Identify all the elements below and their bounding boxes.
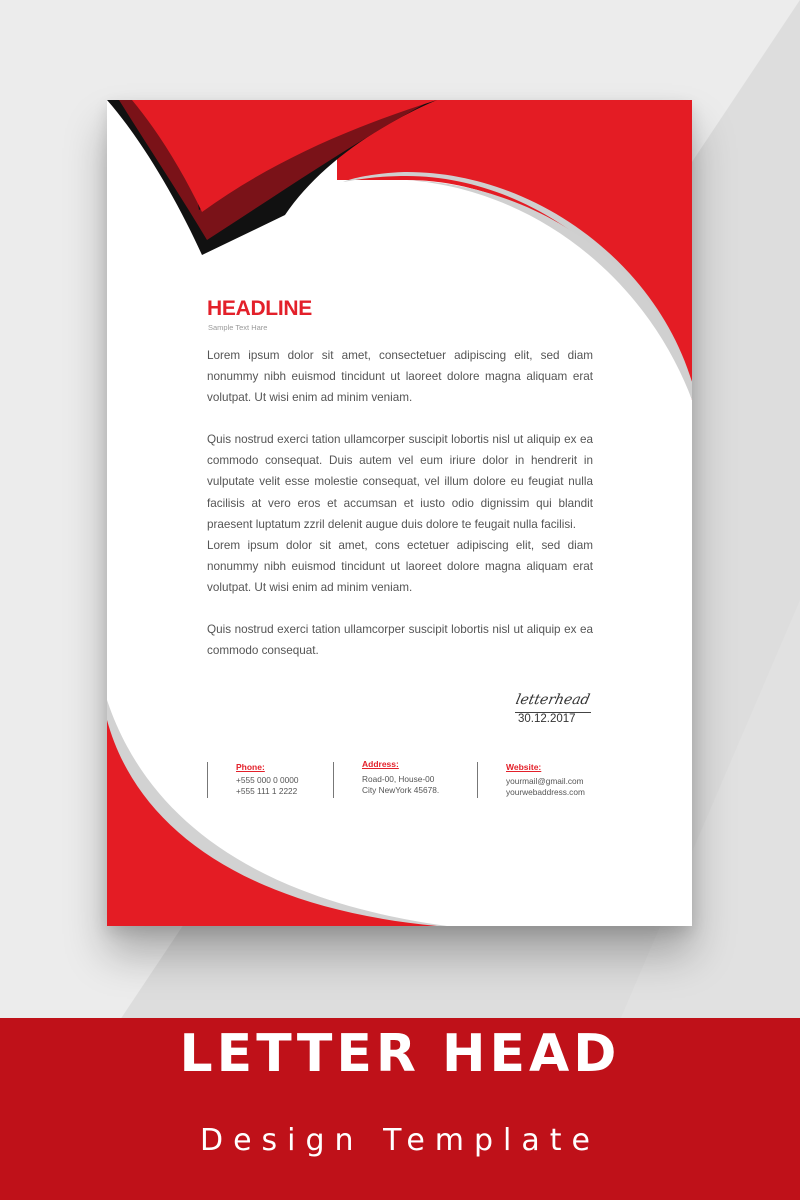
banner-title: LETTER HEAD xyxy=(179,1024,621,1084)
paragraph: Lorem ipsum dolor sit amet, consectetuer adipiscing elit, sed diam nonummy nibh euismod tincidunt ut laoreet dolore magna aliquam erat volutpat. Ut wisi enim ad minim veniam. xyxy=(207,349,593,405)
phone-number: +555 000 0 0000 xyxy=(236,775,299,785)
body-text xyxy=(207,345,593,661)
contact-divider xyxy=(333,762,334,798)
subtitle: Sample Text Hare xyxy=(208,323,268,332)
signature: letterhead xyxy=(514,692,592,708)
headline: HEADLINE xyxy=(207,297,312,320)
phone-label: Phone: xyxy=(236,762,265,772)
signature-date: 30.12.2017 xyxy=(518,713,576,725)
letterhead-page xyxy=(107,100,692,926)
phone-number: +555 111 1 2222 xyxy=(236,786,298,796)
web-address: yourwebaddress.com xyxy=(506,787,585,797)
contact-divider xyxy=(477,762,478,798)
address-line: Road-00, House-00 xyxy=(362,774,435,784)
contact-divider xyxy=(207,762,208,798)
address-line: City NewYork 45678. xyxy=(362,785,440,795)
paragraph: Quis nostrud exerci tation ullamcorper suscipit lobortis nisl ut aliquip ex ea commodo consequat. xyxy=(207,623,593,658)
paragraph: Lorem ipsum dolor sit amet, cons ectetuer adipiscing elit, sed diam nonummy nibh euismod tincidunt ut laoreet dolore magna aliquam erat volutpat. Ut wisi enim ad minim veniam. xyxy=(207,538,593,594)
paragraph: Quis nostrud exerci tation ullamcorper suscipit lobortis nisl ut aliquip ex ea commodo consequat. Duis autem vel eum iriure dolor in hendrerit in vulputate velit esse molestie consequat, vel illum dolore eu feugiat nulla facilisis at vero eros et accumsan et iusto odio dignissim qui blandit praesent luptatum zzril delenit augue duis dolore te feugait nulla facilisi. xyxy=(207,433,593,531)
email-address: yourmail@gmail.com xyxy=(506,776,584,786)
address-label: Address: xyxy=(362,759,399,769)
banner-subtitle: Design Template xyxy=(199,1123,600,1158)
website-label: Website: xyxy=(506,762,542,772)
